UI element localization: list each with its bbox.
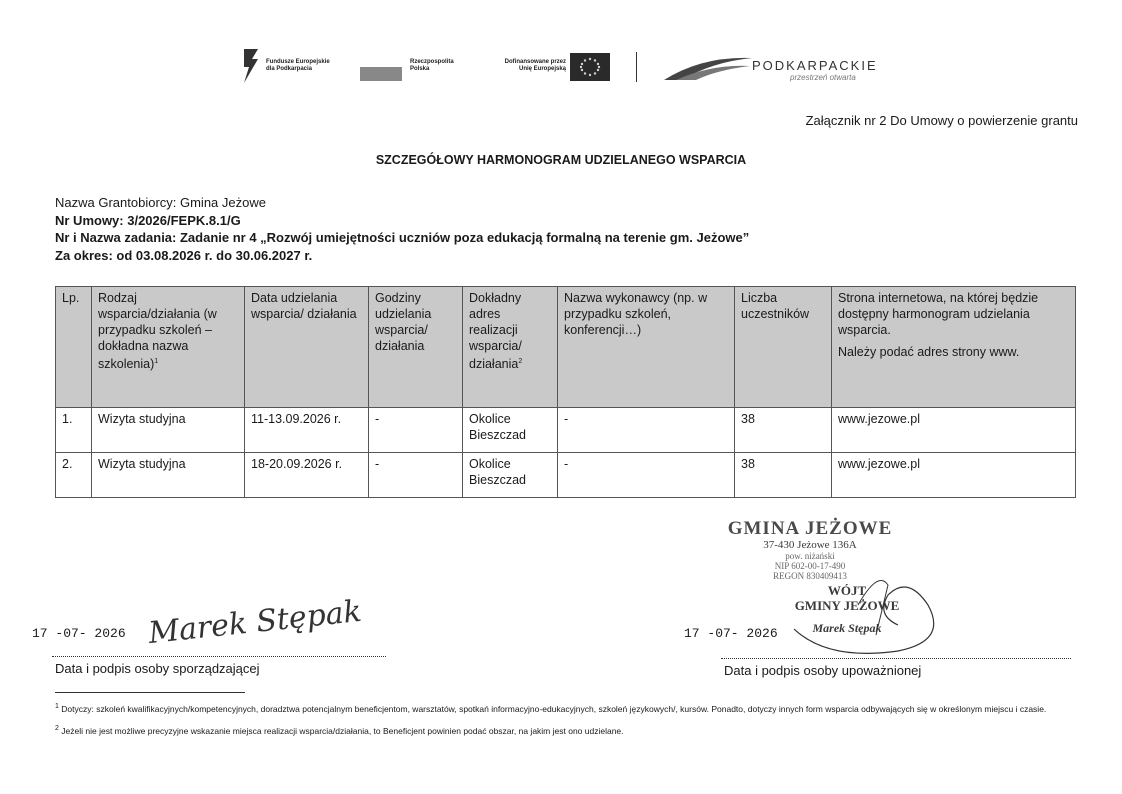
podkarpackie-tagline: przestrzeń otwarta — [790, 73, 856, 82]
left-signature: Marek Stępak — [146, 593, 364, 652]
wojt-stamp: WÓJT GMINY JEŻOWE Marek Stępak — [794, 583, 900, 635]
cell-liczba: 38 — [735, 408, 832, 453]
podkarpackie-name: PODKARPACKIE — [752, 58, 878, 73]
footnote-separator — [55, 692, 245, 693]
eu-logo-text: Dofinansowane przez Unię Europejską — [504, 59, 566, 72]
left-signature-label: Data i podpis osoby sporządzającej — [55, 661, 260, 676]
cell-adres: Okolice Bieszczad — [463, 408, 558, 453]
header-godziny: Godziny udzielania wsparcia/ działania — [369, 287, 463, 408]
cell-godziny: - — [369, 408, 463, 453]
table-header-row — [56, 287, 1076, 408]
eu-flag-icon — [570, 53, 610, 81]
contract-number: Nr Umowy: 3/2026/FEPK.8.1/G — [55, 212, 241, 228]
header-data: Data udzielania wsparcia/ działania — [245, 287, 369, 408]
stamp-signature-loop — [788, 565, 948, 670]
stamp-regon: REGON 830409413 — [773, 571, 847, 581]
header-liczba: Liczba uczestników — [735, 287, 832, 408]
right-signature-label: Data i podpis osoby upoważnionej — [724, 663, 922, 678]
cell-liczba: 38 — [735, 453, 832, 498]
header-adres: Dokładny adres realizacji wsparcia/ działania$^2$ — [463, 287, 558, 408]
cell-wykonawca: - — [558, 408, 735, 453]
table-row — [56, 408, 1076, 453]
cell-data: 18-20.09.2026 r. — [245, 453, 369, 498]
annex-label: Załącznik nr 2 Do Umowy o powierzenie grantu — [805, 113, 1078, 128]
cell-godziny: - — [369, 453, 463, 498]
cell-wykonawca: - — [558, 453, 735, 498]
page-title: SZCZEGÓŁOWY HARMONOGRAM UDZIELANEGO WSPARCIA — [375, 153, 747, 167]
header-rodzaj: Rodzaj wsparcia/działania (w przypadku szkoleń – dokładna nazwa szkolenia)$^1$ — [92, 287, 245, 408]
header-lp: Lp. — [56, 287, 92, 408]
footnote-1: $^1$ Dotyczy: szkoleń kwalifikacyjnych/kompetencyjnych, doradztwa potencjalnym beneficjentom, warsztatów, spotkań informacyjno-edukacyjnych, szkoleń językowych/, kursów. Ponadto, dotyczy innych form wsparcia odbywających się w określonym miejscu i czasie. — [55, 703, 1047, 714]
cell-lp: 2. — [56, 453, 92, 498]
right-signature-line — [721, 658, 1071, 659]
cell-data: 11-13.09.2026 r. — [245, 408, 369, 453]
podkarpackie-logo — [662, 52, 754, 87]
grantee-name: Nazwa Grantobiorcy: Gmina Jeżowe — [55, 195, 266, 210]
header-wykonawca: Nazwa wykonawcy (np. w przypadku szkoleń, konferencji…) — [558, 287, 735, 408]
fe-logo-text: Fundusze Europejskie dla Podkarpacia — [266, 59, 330, 72]
stamp-county: pow. niżański — [785, 551, 835, 561]
left-signature-line — [52, 656, 386, 657]
cell-lp: 1. — [56, 408, 92, 453]
stamp-nip: NIP 602-00-17-490 — [774, 561, 846, 571]
grantee-info — [55, 194, 749, 264]
footnote-2: $^2$ Jeżeli nie jest możliwe precyzyjne wskazanie miejsca realizacji wsparcia/działania, to Beneficjent powinien podać obszar, na jakim jest ono udzielane. — [55, 725, 624, 736]
rp-flag — [360, 67, 402, 81]
header-strona: Strona internetowa, na której będzie dostępny harmonogram udzielania wsparcia. Należy podać adres strony www. — [832, 287, 1076, 408]
fe-logo-icon — [240, 47, 262, 85]
schedule-table — [55, 286, 1076, 498]
logo-divider — [636, 52, 637, 82]
eu-flag — [570, 53, 610, 86]
cell-rodzaj: Wizyta studyjna — [92, 408, 245, 453]
right-date: 17 -07- 2026 — [684, 626, 778, 641]
cell-strona: www.jezowe.pl — [832, 408, 1076, 453]
period: Za okres: od 03.08.2026 r. do 30.06.2027 r. — [55, 247, 313, 263]
cell-rodzaj: Wizyta studyjna — [92, 453, 245, 498]
task-name: Nr i Nazwa zadania: Zadanie nr 4 „Rozwój umiejętności uczniów poza edukacją formalną na terenie gm. Jeżowe” — [55, 230, 750, 245]
stamp-name: GMINA JEŻOWE — [727, 518, 893, 539]
signature-icon — [788, 565, 948, 665]
left-date: 17 -07- 2026 — [32, 626, 126, 641]
table-row — [56, 453, 1076, 498]
cell-adres: Okolice Bieszczad — [463, 453, 558, 498]
fe-logo — [240, 47, 262, 90]
podkarpackie-swoosh-icon — [662, 52, 754, 82]
cell-strona: www.jezowe.pl — [832, 453, 1076, 498]
stamp-address: 37-430 Jeżowe 136A — [763, 539, 857, 551]
rp-logo-text: Rzeczpospolita Polska — [410, 59, 454, 72]
